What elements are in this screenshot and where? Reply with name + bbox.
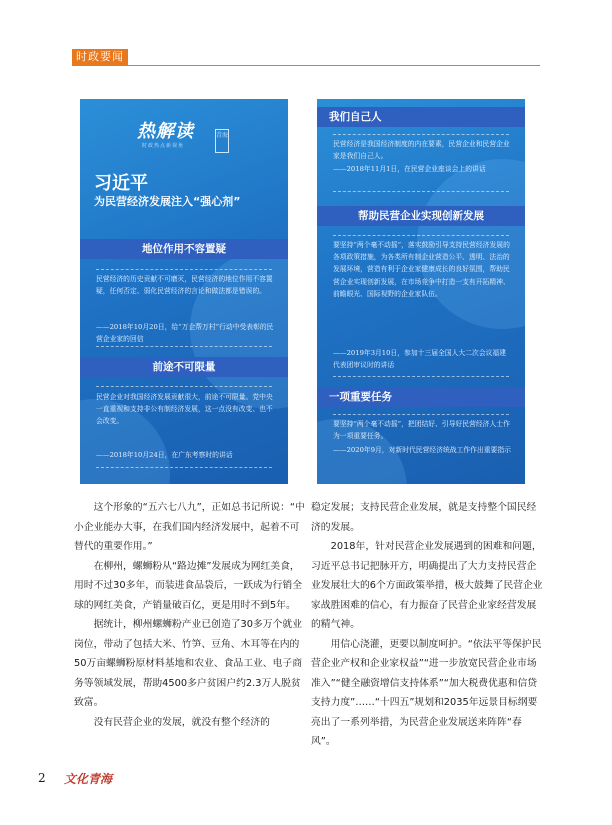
paragraph: 这个形象的“五六七八九”，正如总书记所说：“中小企业能办大事，在我们国内经济发展中，起着不可替代的重要作用。” <box>74 502 305 552</box>
poster-name: 习近平 <box>94 173 148 194</box>
quote-body: 民营企业对我国经济发展贡献很大，前途不可限量。党中央一直重视和支持非公有制经济发展，这一点没有改变、也不会改变。 <box>96 393 273 426</box>
quote-source: ——2020年9月，对新时代民营经济统战工作作出重要指示 <box>333 446 511 454</box>
paragraph: 用信心浇灌，更要以制度呵护。“依法平等保护民营企业产权和企业家权益”“进一步放宽民营企业市场准入”“健全融资增信支持体系”“加大税费优惠和信贷支持力度”……“十四五”规划和2035年远景目标纲要亮出了一系列举措，为民营企业发展送来阵阵“春风”。 <box>311 638 542 747</box>
dashed-divider <box>96 386 272 387</box>
magazine-logo: 文化青海 <box>64 772 113 786</box>
quote-source: ——2019年3月10日，参加十三届全国人大二次会议福建代表团审议时的讲话 <box>333 349 507 370</box>
section-title: 地位作用不容置疑 <box>80 239 288 259</box>
paragraph: 没有民营企业的发展，就没有整个经济的 <box>93 716 270 728</box>
dashed-divider <box>333 235 509 236</box>
dashed-divider <box>333 191 509 192</box>
quote-source: ——2018年10月24日，在广东考察时的讲话 <box>96 451 233 459</box>
quote-body: 民营经济是我国经济制度的内在要素，民营企业和民营企业家是我们自己人。 <box>333 140 510 161</box>
paragraph-continuation: 稳定发展；支持民营企业发展，就是支持整个国民经济的发展。 <box>311 502 537 533</box>
article-column-left <box>74 498 306 732</box>
section-title: 一项重要任务 <box>317 387 525 407</box>
dashed-divider <box>96 346 272 347</box>
quote-source: ——2018年11月1日，在民营企业座谈会上的讲话 <box>333 165 486 173</box>
poster-left <box>80 99 288 484</box>
paragraph: 2018年，针对民营企业发展遇到的困难和问题，习近平总书记把脉开方，明确提出了大力支持民营企业发展壮大的6个方面政策举措，极大鼓舞了民营企业家战胜困难的信心，有力振奋了民营企业家经营发展的精气神。 <box>311 541 543 630</box>
section-title: 帮助民营企业实现创新发展 <box>317 206 525 226</box>
quote-source: ——2018年10月20日，给“万企帮万村”行动中受表彰的民营企业家的回信 <box>96 323 274 344</box>
brand-badge: 青海 <box>215 129 229 153</box>
dashed-divider <box>96 269 272 270</box>
quote-body: 要坚持“两个毫不动摇”，落实鼓励引导支持民营经济发展的各项政策措施，为各类所有制企业营造公平、透明、法治的发展环境，营造有利于企业家健康成长的良好氛围，帮助民营企业实现创新发展，在市场竞争中打造一支有开拓精神、前瞻眼光、国际视野的企业家队伍。 <box>333 241 510 298</box>
dashed-divider <box>96 467 272 468</box>
brand-subtitle: 时政热点新视角 <box>142 143 185 149</box>
dashed-divider <box>333 376 509 377</box>
poster-right <box>317 99 525 484</box>
brand-logo: 热解读 <box>137 121 194 142</box>
poster-subtitle: 为民营经济发展注入“强心剂” <box>94 195 241 208</box>
page-number: 2 <box>38 771 46 785</box>
article-column-right <box>311 498 543 752</box>
quote-body: 要坚持“两个毫不动摇”，把团结好、引导好民营经济人士作为一项重要任务。 <box>333 420 510 441</box>
dashed-divider <box>333 414 509 415</box>
section-tag: 时政要闻 <box>72 49 128 65</box>
dashed-divider <box>333 134 509 135</box>
section-title: 我们自己人 <box>317 107 525 127</box>
section-title: 前途不可限量 <box>80 357 288 377</box>
header-rule <box>72 65 540 66</box>
paragraph: 在柳州，螺蛳粉从“路边摊”发展成为网红美食，用时不过30多年，而装进食品袋后，一跃成为行销全球的网红美食，产销量破百亿，更是用时不到5年。 <box>74 560 302 611</box>
paragraph: 据统计，柳州螺蛳粉产业已创造了30多万个就业岗位，带动了包括大米、竹笋、豆角、木耳等在内的50万亩螺蛳粉原材料基地和农业、食品工业、电子商务等领域发展，帮助4500多户贫困户约2.3万人脱贫致富。 <box>74 619 302 708</box>
quote-body: 民营经济的历史贡献不可磨灭，民营经济的地位作用不容置疑，任何否定、弱化民营经济的言论和做法都是错误的。 <box>96 275 273 296</box>
